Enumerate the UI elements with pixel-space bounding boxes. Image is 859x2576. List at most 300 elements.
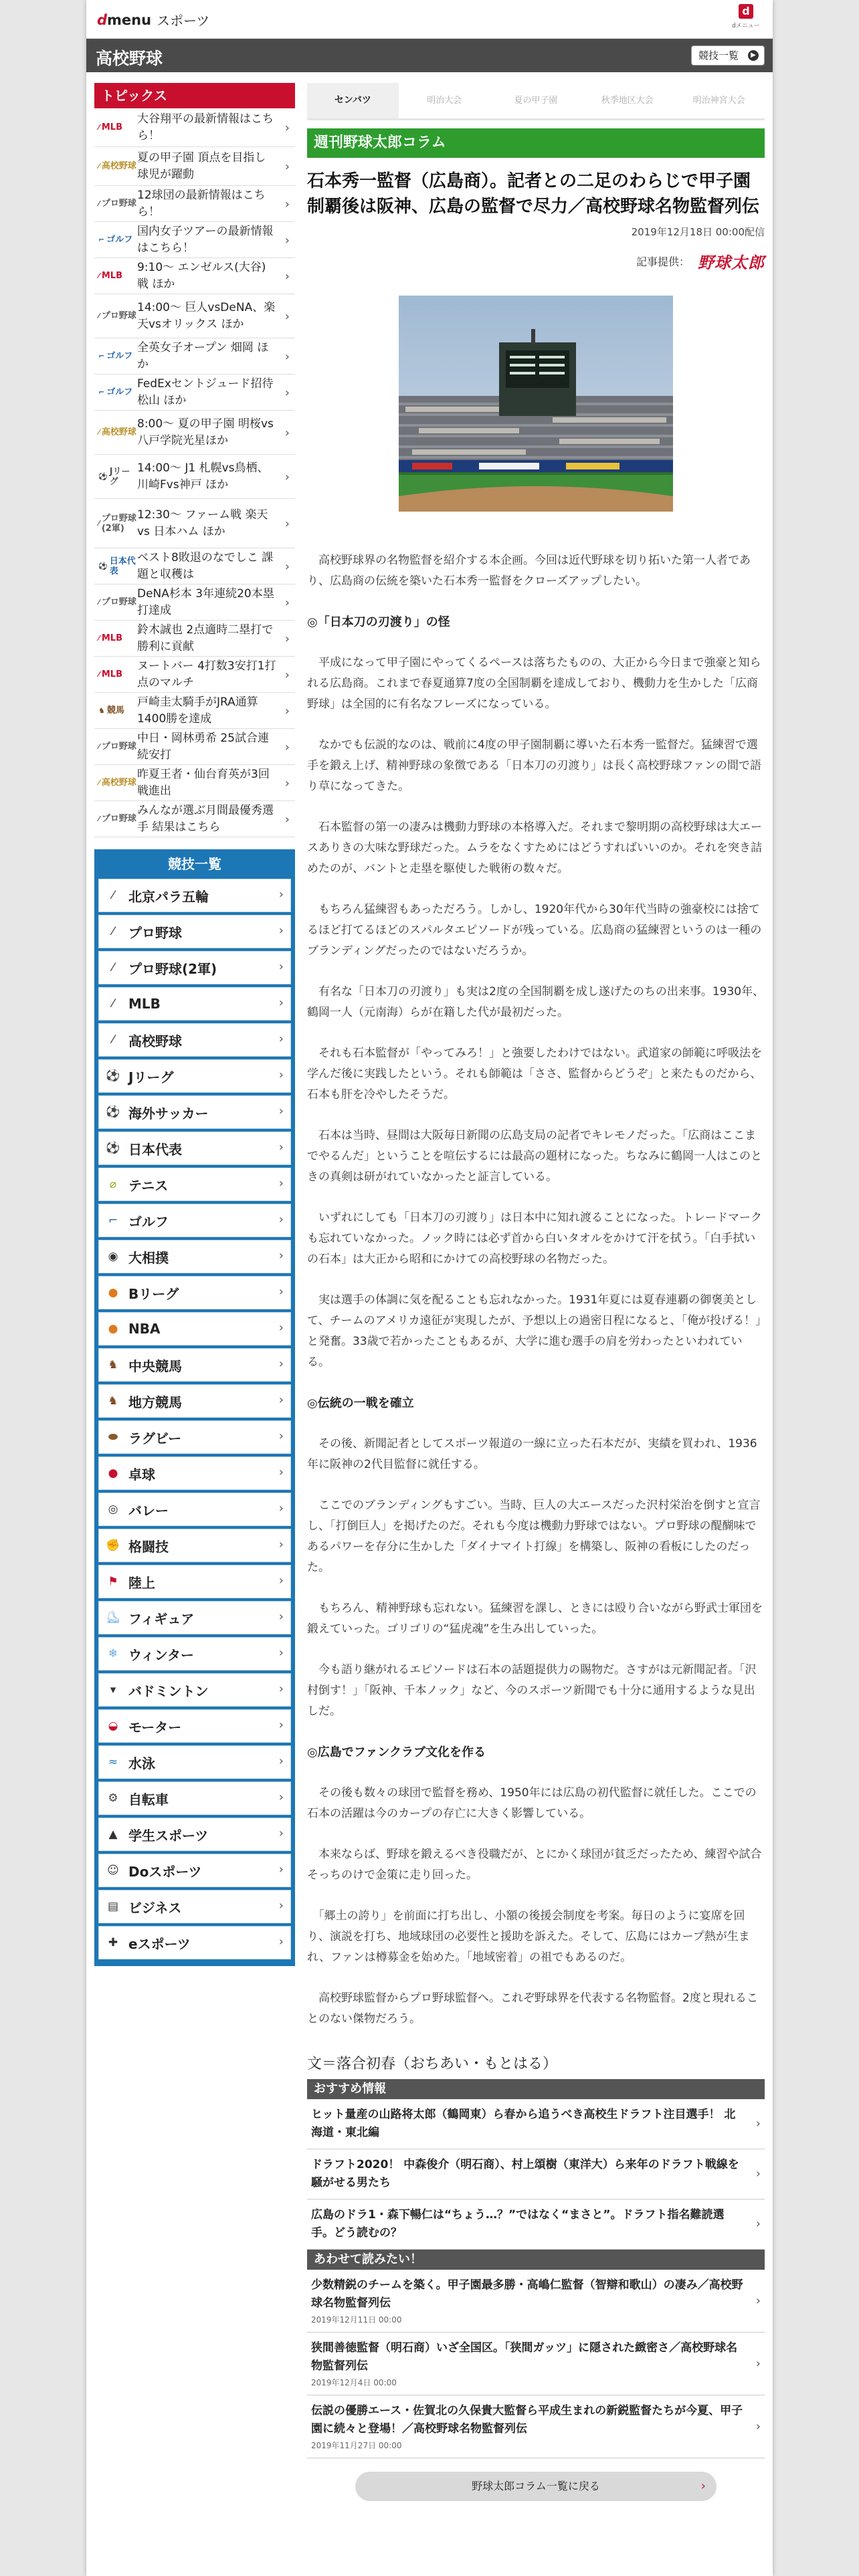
topic-tag-label: 高校野球 bbox=[101, 778, 136, 788]
topic-item[interactable] bbox=[94, 693, 295, 729]
competition-item[interactable] bbox=[98, 1312, 291, 1346]
article-paragraph: 平成になって甲子園にやってくるペースは落ちたものの、大正から今日まで強豪と知られる広島商。これまで春夏通算7度の全国制覇を達成しており、機動力を生かした「広商野球」は全国的に有名なフレーズになっている。 bbox=[307, 656, 761, 711]
topic-title: 9:10〜 エンゼルス(大谷)戦 ほか bbox=[137, 260, 266, 291]
competition-label: ウィンター bbox=[128, 1646, 194, 1663]
topic-tag-label: ゴルフ bbox=[106, 387, 133, 397]
competition-item[interactable] bbox=[98, 1529, 291, 1562]
competition-item[interactable] bbox=[98, 879, 291, 912]
topic-tag-label: 日本代表 bbox=[109, 556, 136, 576]
topic-title: 全英女子オープン 畑岡 ほか bbox=[137, 340, 269, 371]
topic-title: 12球団の最新情報はこちら！ bbox=[137, 188, 266, 219]
competition-label: 地方競馬 bbox=[128, 1394, 182, 1410]
chevron-right-icon: › bbox=[278, 1718, 284, 1732]
competition-item[interactable] bbox=[98, 951, 291, 984]
topic-tag-label: MLB bbox=[101, 633, 122, 643]
competition-label: ラグビー bbox=[128, 1430, 182, 1446]
baseball-bat-icon: ⁄ bbox=[98, 272, 100, 280]
tab-4[interactable]: 明治神宮大会 bbox=[692, 96, 745, 106]
golf-club-icon: ⌐ bbox=[108, 1214, 118, 1227]
competition-item[interactable] bbox=[98, 1926, 291, 1959]
recommend-title: ヒット量産の山路将太郎（鶴岡東）ら春から追うべき高校生ドラフト注目選手！ 北海道・東北編 bbox=[311, 2108, 736, 2139]
competition-label: 北京パラ五輪 bbox=[128, 888, 209, 905]
topic-item[interactable] bbox=[94, 108, 295, 147]
chevron-right-icon: › bbox=[278, 1176, 284, 1190]
competition-label: ビジネス bbox=[128, 1899, 182, 1916]
related-date: 2019年12月4日 00:00 bbox=[311, 2378, 397, 2387]
topic-item[interactable] bbox=[94, 621, 295, 657]
topic-tag-label: プロ野球 bbox=[101, 814, 136, 824]
topic-item[interactable] bbox=[94, 729, 295, 765]
chevron-right-icon: › bbox=[284, 385, 290, 400]
topic-item[interactable] bbox=[94, 294, 295, 338]
topic-tag bbox=[94, 742, 137, 752]
topic-item[interactable] bbox=[94, 455, 295, 499]
related-date: 2019年11月27日 00:00 bbox=[311, 2441, 402, 2450]
recommend-title: ドラフト2020！ 中森俊介（明石商）、村上頌樹（東洋大）ら来年のドラフト戦線を騒がせる男たち bbox=[311, 2158, 739, 2189]
chevron-right-icon: › bbox=[284, 740, 290, 754]
competition-item[interactable] bbox=[98, 1384, 291, 1418]
shuttlecock-icon: ▾ bbox=[110, 1683, 116, 1697]
topic-title: 国内女子ツアーの最新情報はこちら！ bbox=[137, 224, 274, 255]
tennis-racket-icon: ⌀ bbox=[109, 1178, 117, 1191]
chevron-right-icon: › bbox=[278, 1393, 284, 1407]
article-paragraph: 高校野球界の名物監督を紹介する本企画。今回は近代野球を切り拓いた第一人者であり、広島商の伝統を築いた石本秀一監督をクローズアップしたい。 bbox=[307, 554, 751, 588]
provider-logo[interactable]: 野球太郎 bbox=[698, 253, 765, 272]
related-title: 少数精鋭のチームを築く。甲子園最多勝・高嶋仁監督（智辯和歌山）の凄み／高校野球名物監督列伝 bbox=[311, 2278, 743, 2310]
chevron-right-icon: › bbox=[284, 595, 290, 610]
golf-club-icon: ⌐ bbox=[98, 235, 105, 244]
topic-tag-label: Jリーグ bbox=[109, 466, 130, 487]
topic-title: 昨夏王者・仙台育英が3回戦進出 bbox=[137, 767, 270, 798]
chevron-right-icon: › bbox=[278, 1754, 284, 1768]
dmenu-sports-logo[interactable] bbox=[97, 10, 209, 29]
competition-label: プロ野球 bbox=[128, 924, 182, 941]
topic-item[interactable] bbox=[94, 147, 295, 186]
recommend-item[interactable] bbox=[307, 2199, 765, 2250]
article-body bbox=[307, 550, 765, 2030]
left-sidebar bbox=[94, 83, 295, 1966]
chevron-right-icon: › bbox=[278, 1682, 284, 1696]
basketball-icon: ● bbox=[108, 1322, 118, 1335]
competition-label: Bリーグ bbox=[128, 1285, 179, 1302]
chevron-right-icon: › bbox=[278, 1068, 284, 1082]
topic-item[interactable] bbox=[94, 801, 295, 837]
chevron-right-icon: › bbox=[284, 309, 290, 324]
competition-label: 中央競馬 bbox=[128, 1358, 182, 1374]
topic-item[interactable] bbox=[94, 411, 295, 455]
competition-label: 自転車 bbox=[128, 1791, 169, 1808]
competition-item[interactable] bbox=[98, 987, 291, 1021]
chevron-right-icon: › bbox=[284, 159, 290, 174]
brand-menu: menu bbox=[107, 11, 152, 28]
baseball-bat-icon: ⁄ bbox=[112, 961, 114, 974]
article-paragraph: それも石本監督が「やってみろ！」と強要したわけではない。武道家の師範に呼吸法を学んだ後に実践したという。それも師範は「ささ、監督からどうぞ」と来たものだから、石本も肝を冷やしたそうだ。 bbox=[307, 1047, 762, 1101]
horse-icon: ♞ bbox=[108, 1394, 118, 1408]
topics-list bbox=[94, 108, 295, 837]
article-paragraph: その後も数々の球団で監督を務め、1950年には広島の初代監督に就任した。ここでの石本の活躍は今のカープの存亡に大きく影響している。 bbox=[307, 1786, 757, 1820]
baseball-bat-icon: ⁄ bbox=[98, 634, 100, 643]
competition-item[interactable] bbox=[98, 1059, 291, 1093]
chevron-right-icon: › bbox=[700, 2479, 706, 2493]
topic-title: 鈴木誠也 2点適時二塁打で勝利に貢献 bbox=[137, 623, 274, 653]
competition-label: 大相撲 bbox=[128, 1249, 169, 1266]
competition-items bbox=[98, 879, 291, 1959]
article-paragraph: 「郷土の誇り」を前面に打ち出し、小額の後援会制度を考案。毎日のように宴席を回り、演説を打ち、地域球団の必要性と援助を訴えた。そして、広島にはカープ熱が生まれ、ファンは樽募金を始めた。「地域密着」の祖でもあるのだ。 bbox=[307, 1909, 750, 1964]
soccer-ball-icon: ⚽ bbox=[106, 1105, 120, 1119]
chevron-right-icon: › bbox=[278, 1357, 284, 1371]
arrow-circle-icon: ▶ bbox=[748, 50, 759, 61]
baseball-bat-icon: ⁄ bbox=[112, 1033, 114, 1047]
topic-item[interactable] bbox=[94, 338, 295, 374]
topic-title: ベスト8敗退のなでしこ 課題と収穫は bbox=[137, 550, 274, 581]
topic-title: 8:00〜 夏の甲子園 明桜vs八戸学院光星ほか bbox=[137, 417, 274, 447]
baseball-bat-icon: ⁄ bbox=[98, 670, 100, 679]
bicycle-icon: ⚙ bbox=[108, 1792, 118, 1805]
chevron-right-icon: › bbox=[755, 2117, 761, 2131]
competition-item[interactable] bbox=[98, 1457, 291, 1490]
related-heading: あわせて読みたい！ bbox=[307, 2250, 765, 2270]
soccer-ball-icon: ⚽ bbox=[106, 1142, 120, 1155]
baseball-bat-icon: ⁄ bbox=[98, 519, 100, 528]
horse-icon: ♞ bbox=[98, 706, 105, 715]
topic-item[interactable] bbox=[94, 657, 295, 693]
chevron-right-icon: › bbox=[755, 2293, 761, 2308]
article-author: 文＝落合初春（おちあい・もとはる） bbox=[307, 2056, 558, 2072]
stadium-photo-image bbox=[399, 296, 673, 512]
chevron-right-icon: › bbox=[284, 776, 290, 790]
tab-3[interactable]: 秋季地区大会 bbox=[601, 96, 654, 106]
competition-label: プロ野球(2軍) bbox=[128, 960, 217, 977]
topic-tag-label: プロ野球(2軍) bbox=[101, 513, 136, 534]
dmenu-label: dメニュー bbox=[732, 23, 760, 29]
basketball-icon: ● bbox=[108, 1286, 118, 1299]
chevron-right-icon: › bbox=[284, 269, 290, 284]
page bbox=[86, 0, 773, 2576]
topic-title: DeNA杉本 3年連続20本塁打達成 bbox=[137, 586, 274, 617]
chevron-right-icon: › bbox=[284, 120, 290, 135]
horse-icon: ♞ bbox=[108, 1358, 118, 1372]
competition-item[interactable] bbox=[98, 1095, 291, 1129]
chevron-right-icon: › bbox=[284, 559, 290, 574]
gamepad-icon: ✚ bbox=[108, 1936, 118, 1949]
competition-item[interactable] bbox=[98, 915, 291, 948]
topic-title: 12:30〜 ファーム戦 楽天 vs 日本ハム ほか bbox=[137, 508, 268, 538]
tab-1[interactable]: 明治大会 bbox=[427, 96, 462, 106]
topic-tag bbox=[94, 161, 137, 171]
main-content bbox=[307, 83, 765, 2501]
article-paragraph: 石本は当時、昼間は大阪毎日新聞の広島支局の記者でキレモノだった。「広商はここまでやるんだ」ということを喧伝するには最高の題材になった。ちなみに鶴岡一人はこのときの真剣は研がれていなかったと証言している。 bbox=[307, 1129, 762, 1184]
article-date: 2019年12月18日 00:00配信 bbox=[631, 226, 765, 238]
article-subheading: ◎「日本刀の刃渡り」の怪 bbox=[307, 615, 450, 629]
chevron-right-icon: › bbox=[284, 425, 290, 440]
competition-item[interactable] bbox=[98, 1818, 291, 1851]
chevron-right-icon: › bbox=[278, 1212, 284, 1226]
competition-item[interactable] bbox=[98, 1493, 291, 1526]
baseball-bat-icon: ⁄ bbox=[98, 162, 100, 171]
competition-label: 学生スポーツ bbox=[128, 1827, 209, 1844]
topic-tag bbox=[94, 778, 137, 788]
topic-title: ヌートバー 4打数3安打1打点のマルチ bbox=[137, 659, 276, 689]
topic-tag-label: プロ野球 bbox=[101, 311, 136, 321]
competition-item[interactable] bbox=[98, 1782, 291, 1815]
competition-label: eスポーツ bbox=[128, 1935, 191, 1952]
article-paragraph: 実は選手の体調に気を配ることも忘れなかった。1931年夏には夏春連覇の御褒美として、チームのアメリカ遠征が実現したが、予想以上の過密日程になると、「俺が投げる！」と発奮。33歳で若かったこともあるが、大学に進む選手の肩を労わったといわれている。 bbox=[307, 1293, 761, 1369]
article-paragraph: その後、新聞記者としてスポーツ報道の一線に立った石本だが、実績を買われ、1936年に阪神の2代目監督に就任する。 bbox=[307, 1437, 757, 1471]
chevron-right-icon: › bbox=[278, 887, 284, 901]
baseball-bat-icon: ⁄ bbox=[98, 199, 100, 208]
related-item[interactable] bbox=[307, 2270, 765, 2333]
topic-tag bbox=[94, 427, 137, 437]
chevron-right-icon: › bbox=[284, 197, 290, 211]
chevron-right-icon: › bbox=[278, 996, 284, 1010]
topic-tag bbox=[94, 814, 137, 824]
chevron-right-icon: › bbox=[284, 631, 290, 646]
competition-label: ゴルフ bbox=[128, 1213, 169, 1230]
chevron-right-icon: › bbox=[278, 1140, 284, 1154]
chevron-right-icon: › bbox=[284, 233, 290, 247]
rugby-ball-icon: ⬬ bbox=[108, 1430, 118, 1444]
article-paragraph: 高校野球監督からプロ野球監督へ。これぞ野球界を代表する名物監督。2度と現れることのない傑物だろう。 bbox=[307, 1992, 758, 2026]
chevron-right-icon: › bbox=[278, 1321, 284, 1335]
article-paragraph: 有名な「日本刀の刃渡り」も実は2度の全国制覇を成し遂げたのちの出来事。1930年、鶴岡一人（元南海）らが在籍した代が最初だった。 bbox=[307, 985, 765, 1019]
topic-title: FedExセントジュード招待 松山 ほか bbox=[137, 377, 274, 407]
chevron-right-icon: › bbox=[278, 1790, 284, 1804]
topic-tag bbox=[94, 271, 137, 281]
dmenu-icon: d bbox=[739, 4, 753, 19]
competition-label: Doスポーツ bbox=[128, 1863, 202, 1880]
article-paragraph: なかでも伝説的なのは、戦前に4度の甲子園制覇に導いた石本秀一監督だ。猛練習で選手を鍛え上げ、精神野球の象徴である「日本刀の刃渡り」は長く高校野球ファンの間で語り草になってきた。 bbox=[307, 738, 761, 793]
chevron-right-icon: › bbox=[755, 2217, 761, 2231]
topic-title: 14:00〜 巨人vsDeNA、楽天vsオリックス ほか bbox=[137, 300, 276, 331]
competition-item[interactable] bbox=[98, 1204, 291, 1237]
golf-club-icon: ⌐ bbox=[98, 352, 105, 360]
topic-tag bbox=[94, 706, 137, 716]
baseball-bat-icon: ⁄ bbox=[98, 742, 100, 751]
topic-tag bbox=[94, 467, 137, 487]
topic-tag bbox=[94, 387, 137, 397]
competition-item[interactable] bbox=[98, 1565, 291, 1598]
chevron-right-icon: › bbox=[278, 1646, 284, 1660]
chevron-right-icon: › bbox=[278, 1826, 284, 1840]
recommend-item[interactable] bbox=[307, 2149, 765, 2199]
topic-tag bbox=[94, 669, 137, 679]
competition-item[interactable] bbox=[98, 1348, 291, 1382]
chevron-right-icon: › bbox=[284, 349, 290, 364]
section-bar bbox=[86, 39, 773, 72]
competition-item[interactable] bbox=[98, 1673, 291, 1707]
competition-label: 水泳 bbox=[128, 1755, 155, 1772]
related-title: 狭間善徳監督（明石商）いざ全国区。「狭間ガッツ」に隠された緻密さ／高校野球名物監督列伝 bbox=[311, 2341, 738, 2373]
competition-item[interactable] bbox=[98, 1420, 291, 1454]
related-item[interactable] bbox=[307, 2333, 765, 2395]
chevron-right-icon: › bbox=[284, 516, 290, 531]
chevron-right-icon: › bbox=[278, 1935, 284, 1949]
topic-tag bbox=[94, 597, 137, 607]
topic-tag bbox=[94, 235, 137, 245]
chevron-right-icon: › bbox=[755, 2419, 761, 2434]
related-title: 伝説の優勝エース・佐賀北の久保貴大監督ら平成生まれの新鋭監督たちが今夏、甲子園に続々と登場！／高校野球名物監督列伝 bbox=[311, 2404, 743, 2436]
topic-item[interactable] bbox=[94, 222, 295, 258]
chevron-right-icon: › bbox=[284, 704, 290, 718]
volleyball-icon: ◎ bbox=[108, 1503, 118, 1516]
competition-item[interactable] bbox=[98, 1890, 291, 1923]
dmenu-button[interactable] bbox=[731, 4, 761, 29]
baseball-bat-icon: ⁄ bbox=[98, 778, 100, 787]
topic-item[interactable] bbox=[94, 499, 295, 548]
top-bar bbox=[86, 0, 773, 39]
back-to-column-list-button[interactable] bbox=[355, 2472, 717, 2501]
competition-item[interactable] bbox=[98, 1745, 291, 1779]
sumo-icon: ◉ bbox=[108, 1250, 118, 1263]
baseball-bat-icon: ⁄ bbox=[112, 997, 114, 1010]
snowflake-icon: ❄ bbox=[108, 1647, 118, 1660]
topic-item[interactable] bbox=[94, 186, 295, 222]
competition-label: MLB bbox=[128, 996, 161, 1012]
recommend-heading: おすすめ情報 bbox=[307, 2079, 765, 2099]
tab-0[interactable]: センバツ bbox=[307, 83, 399, 118]
topics-heading: トピックス bbox=[94, 83, 295, 108]
topic-title: 大谷翔平の最新情報はこちら！ bbox=[137, 112, 274, 142]
competition-label: バレー bbox=[128, 1502, 169, 1519]
baseball-bat-icon: ⁄ bbox=[112, 925, 114, 938]
recommend-title: 広島のドラ1・森下暢仁は“ちょう…？”ではなく“まさと”。ドラフト指名難読選手。どう読むの？ bbox=[311, 2208, 725, 2240]
competition-item[interactable] bbox=[98, 1168, 291, 1201]
topic-item[interactable] bbox=[94, 584, 295, 621]
topic-item[interactable] bbox=[94, 374, 295, 411]
topic-tag bbox=[94, 351, 137, 361]
cap-icon: ▲ bbox=[108, 1828, 118, 1841]
person-icon: ☺ bbox=[107, 1864, 119, 1877]
chevron-right-icon: › bbox=[278, 924, 284, 938]
soccer-ball-icon: ⚽ bbox=[106, 1069, 120, 1083]
topic-tag-label: MLB bbox=[101, 122, 122, 132]
competition-item[interactable] bbox=[98, 1709, 291, 1743]
article-paragraph: もちろん猛練習もあっただろう。しかし、1920年代から30年代当時の強豪校には捨てるほど打てるほどのスパルタエピソードが残っている。広島商の猛練習というのは一種のブランディングだったのではないだろうか。 bbox=[307, 903, 762, 958]
related-date: 2019年12月11日 00:00 bbox=[311, 2315, 402, 2325]
chevron-right-icon: › bbox=[278, 1429, 284, 1443]
chevron-right-icon: › bbox=[278, 1899, 284, 1913]
article-paragraph: 石本監督の第一の凄みは機動力野球の本格導入だ。それまで黎明期の高校野球は大エースありきの大味な野球だった。ムラをなくすためにはどうすればいいのか。それを突き詰めたのが、バントと走塁を駆使した戦術の数々だ。 bbox=[307, 821, 762, 875]
glove-icon: ✊ bbox=[106, 1539, 120, 1552]
golf-club-icon: ⌐ bbox=[98, 388, 105, 397]
chevron-right-icon: › bbox=[755, 2356, 761, 2371]
topic-tag-label: プロ野球 bbox=[101, 199, 136, 209]
article-subheading: ◎広島でファンクラブ文化を作る bbox=[307, 1745, 486, 1759]
ping-pong-icon: ● bbox=[108, 1467, 118, 1480]
competition-item[interactable] bbox=[98, 1132, 291, 1165]
topic-tag-label: ゴルフ bbox=[106, 351, 133, 361]
stadium-photo bbox=[399, 296, 673, 512]
topic-item[interactable] bbox=[94, 765, 295, 801]
article-paragraph: いずれにしても「日本刀の刃渡り」は日本中に知れ渡ることになった。トレードマークも忘れていなかった。ノック時には必ず首から白いタオルをかけて汗を拭う。「白手拭いの石本」は大正から昭和にかけての高校野球の名物だった。 bbox=[307, 1211, 762, 1266]
competition-item[interactable] bbox=[98, 1240, 291, 1273]
baseball-bat-icon: ⁄ bbox=[112, 889, 114, 902]
chevron-right-icon: › bbox=[284, 469, 290, 484]
chevron-right-icon: › bbox=[278, 1537, 284, 1551]
competition-list bbox=[94, 849, 295, 1966]
topic-tag-label: 競馬 bbox=[106, 706, 124, 716]
brand-d: d bbox=[97, 11, 108, 28]
chevron-right-icon: › bbox=[278, 1501, 284, 1515]
baseball-bat-icon: ⁄ bbox=[98, 312, 100, 320]
competition-item[interactable] bbox=[98, 1276, 291, 1309]
related-list bbox=[307, 2270, 765, 2458]
article-provider bbox=[307, 249, 765, 273]
topic-tag-label: 高校野球 bbox=[101, 161, 136, 171]
topic-title: 14:00〜 J1 札幌vs鳥栖、川崎Fvs神戸 ほか bbox=[137, 461, 269, 492]
competition-label: NBA bbox=[128, 1321, 161, 1337]
topic-tag bbox=[94, 633, 137, 643]
chevron-right-icon: › bbox=[278, 1574, 284, 1588]
competition-label: 陸上 bbox=[128, 1574, 155, 1591]
chevron-right-icon: › bbox=[278, 1285, 284, 1299]
swimmer-icon: ≈ bbox=[108, 1755, 118, 1769]
competition-label: フィギュア bbox=[128, 1610, 195, 1627]
topic-tag bbox=[94, 122, 137, 132]
back-to-column-list-label: 野球太郎コラム一覧に戻る bbox=[472, 2480, 600, 2492]
topic-tag-label: プロ野球 bbox=[101, 742, 136, 752]
chevron-right-icon: › bbox=[278, 960, 284, 974]
topic-item[interactable] bbox=[94, 548, 295, 584]
competition-label: テニス bbox=[128, 1177, 169, 1194]
topic-tag-label: ゴルフ bbox=[106, 235, 133, 245]
competition-list-button[interactable] bbox=[691, 45, 765, 66]
competition-label: Jリーグ bbox=[128, 1069, 174, 1085]
competition-label: 高校野球 bbox=[128, 1033, 182, 1049]
competition-label: モーター bbox=[128, 1719, 182, 1735]
topic-tag bbox=[94, 199, 137, 209]
soccer-ball-icon: ⚽ bbox=[98, 472, 108, 481]
topic-tag bbox=[94, 311, 137, 321]
article-headline: 石本秀一監督（広島商）。記者との二足のわらじで甲子園制覇後は阪神、広島の監督で尽力／高校野球名物監督列伝 bbox=[307, 171, 760, 217]
chevron-right-icon: › bbox=[278, 1104, 284, 1118]
chevron-right-icon: › bbox=[278, 1862, 284, 1876]
topic-tag-label: プロ野球 bbox=[101, 597, 136, 607]
competition-item[interactable] bbox=[98, 1854, 291, 1887]
tab-2[interactable]: 夏の甲子園 bbox=[514, 96, 558, 106]
topic-title: みんなが選ぶ月間最優秀選手 結果はこちら bbox=[137, 803, 274, 834]
topic-title: 夏の甲子園 頂点を目指し球児が躍動 bbox=[137, 150, 266, 181]
chevron-right-icon: › bbox=[278, 1610, 284, 1624]
chevron-right-icon: › bbox=[278, 1032, 284, 1046]
chevron-right-icon: › bbox=[755, 2167, 761, 2181]
baseball-bat-icon: ⁄ bbox=[98, 428, 100, 437]
competition-list-button-label: 競技一覧 bbox=[698, 49, 739, 62]
baseball-bat-icon: ⁄ bbox=[98, 598, 100, 607]
topic-tag-label: MLB bbox=[101, 271, 122, 281]
chart-icon: ▤ bbox=[107, 1900, 119, 1913]
helmet-icon: ◒ bbox=[108, 1719, 118, 1733]
competition-item[interactable] bbox=[98, 1601, 291, 1634]
chevron-right-icon: › bbox=[278, 1465, 284, 1479]
skater-icon: ⛸ bbox=[106, 1611, 120, 1624]
article-paragraph: ここでのブランディングもすごい。当時、巨人の大エースだった沢村栄治を倒すと宣言し、「打倒巨人」を掲げたのだ。それも今度は機動力野球ではない。プロ野球の醍醐味であるパワーを存分に生かした「ダイナマイト打線」を構築し、阪神の看板にしたのだった。 bbox=[307, 1499, 761, 1574]
competition-item[interactable] bbox=[98, 1637, 291, 1671]
topic-tag-label: MLB bbox=[101, 669, 122, 679]
article-paragraph: 今も語り継がれるエピソードは石本の話題提供力の賜物だ。さすがは元新聞記者。「沢村倒す！」「阪神、千本ノック」など、今のスポーツ新聞でも十分に通用するような見出しだ。 bbox=[307, 1663, 757, 1718]
competition-label: 卓球 bbox=[128, 1466, 155, 1483]
topic-title: 中日・岡林勇希 25試合連続安打 bbox=[137, 731, 270, 762]
section-title: 高校野球 bbox=[96, 49, 163, 68]
recommend-item[interactable] bbox=[307, 2099, 765, 2149]
topic-item[interactable] bbox=[94, 258, 295, 294]
baseball-bat-icon: ⁄ bbox=[98, 123, 100, 132]
related-item[interactable] bbox=[307, 2395, 765, 2458]
column-heading: 週刊野球太郎コラム bbox=[307, 128, 765, 158]
competition-label: 日本代表 bbox=[128, 1141, 182, 1158]
competition-item[interactable] bbox=[98, 1023, 291, 1057]
article-subheading: ◎伝統の一戦を確立 bbox=[307, 1396, 414, 1410]
